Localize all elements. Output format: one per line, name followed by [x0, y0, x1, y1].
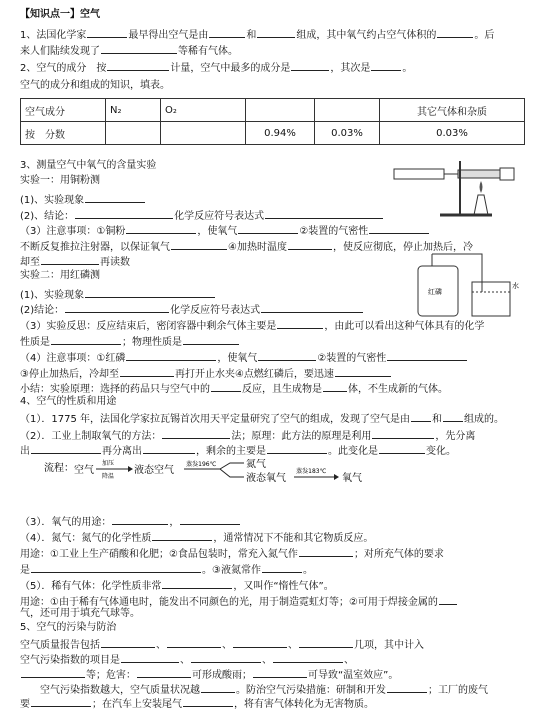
air-separation-flowchart [44, 459, 404, 495]
glass-tube-icon [458, 170, 500, 178]
line-s5a: 空气质量报告包括 、 、 、 几项，其中计入 [20, 637, 424, 652]
arrow-head-icon [128, 466, 133, 472]
table-cell: 0.03% [380, 122, 525, 145]
line-e1c: （3）注意事项：①铜粉 ，使氧气 ②装置的气密性 [20, 223, 430, 238]
connecting-tube [432, 254, 482, 292]
table-cell: 0.03% [315, 122, 380, 145]
flow-jiaya: 加压 [102, 460, 115, 467]
line-s4f: 用途：①工业上生产硝酸和化肥；②食品包装时，常充入氮气作 ；对所充气体的要求 [20, 546, 444, 561]
section-title: 【知识点一】空气 [20, 9, 100, 20]
line-1: 1、法国化学家 最早得出空气是由 和 组成，其中氧气约占空气体积的 。后 [20, 27, 494, 42]
line-s5b: 空气污染指数的项目是 、 、 、 [20, 652, 354, 667]
line-3: 2、空气的成分 按 计量，空气中最多的成分是 ，其次是 。 [20, 60, 412, 75]
flow-t2: -183℃ [306, 468, 327, 475]
flow-heat1: 蒸发 [186, 461, 199, 468]
table-cell: 按 分数 [21, 122, 106, 145]
line-e2b: (2)结论： 化学反应符号表达式 [20, 302, 364, 317]
arrow-head-icon [334, 474, 339, 480]
table-cell: 空气成分 [21, 99, 106, 122]
line-e1: 实验一：用铜粉测 [20, 175, 100, 186]
line-s4e: （4）．氮气：氮气的化学性质 ，通常情况下不能和其它物质反应。 [20, 530, 373, 545]
flow-o2: 氧气 [342, 473, 362, 484]
line-s5d: 空气污染指数越大，空气质量状况越 。防治空气污染措施：研制和开发 ；工厂的废气 [40, 682, 488, 697]
flow-liquid-o2: 液态氧气 [246, 473, 286, 484]
line-s4a: （1）．1775 年，法国化学家拉瓦锡首次用天平定量研究了空气的组成，发现了空气是由 和 组成的。 [20, 411, 504, 426]
copper-heating-apparatus-figure [392, 155, 524, 223]
line-s4g: 是 。③液氮常作 。 [20, 562, 313, 577]
balloon-icon [500, 168, 514, 180]
table-cell: 其它气体和杂质 [380, 99, 525, 122]
line-e2c: （3）实验反思：反应结束后，密闭容器中剩余气体主要是 ，由此可以看出这种气体具有的化学 [20, 318, 484, 333]
table-cell: O₂ [161, 99, 246, 122]
red-phosphorus-apparatus-figure [412, 252, 522, 320]
alcohol-lamp-icon [474, 195, 488, 215]
flow-heat2: 蒸发 [296, 468, 309, 475]
line-s4i: 用途：①由于稀有气体通电时，能发出不同颜色的光，用于制造霓虹灯等；②可用于焊接金属的 [20, 594, 458, 609]
table-cell [246, 99, 315, 122]
water-label: 水 [512, 282, 519, 290]
flow-liquid-air: 液态空气 [134, 465, 174, 476]
table-cell [106, 122, 161, 145]
table-row [21, 122, 525, 145]
flame-icon [480, 181, 483, 193]
flow-t1: -196℃ [196, 461, 217, 468]
line-e1d: 不断反复推拉注射器，以保证氧气 ④加热时温度 ，使反应彻底，停止加热后，冷 [20, 239, 473, 254]
flow-n2: 氮气 [246, 459, 266, 470]
table-cell: N₂ [106, 99, 161, 122]
flow-air: 空气 [74, 465, 94, 476]
red-phosphorus-label: 红磷 [428, 288, 442, 296]
branch-up [220, 463, 244, 469]
flow-jiangwen: 降温 [102, 473, 115, 480]
table-row [21, 99, 525, 122]
flow-label: 流程： [44, 463, 74, 474]
branch-down [220, 469, 244, 477]
table-cell: 0.94% [246, 122, 315, 145]
line-s3: 3、测量空气中氧气的含量实验 [20, 160, 157, 171]
table-cell [161, 122, 246, 145]
line-s4: 4、空气的性质和用途 [20, 396, 117, 407]
line-s4b: （2）．工业上制取氧气的方法： 法；原理：此方法的原理是利用 ，先分离 [20, 428, 475, 443]
water-beaker-icon [472, 282, 510, 316]
line-4: 空气的成分和组成的知识，填表。 [20, 80, 170, 91]
air-composition-table [20, 98, 525, 145]
line-e2d: 性质是 ；物理性质是 [20, 334, 240, 349]
line-e2g: 小结：实验原理：选择的药品只与空气中的 反应，且生成物是 体，不生成新的气体。 [20, 381, 448, 396]
line-e1a: (1)、实验现象 [20, 192, 146, 207]
line-s4j: 气，还可用于填充气球等。 [20, 608, 140, 619]
line-e2a: (1)、实验现象 [20, 287, 216, 302]
line-s4d: （3）．氧气的用途： ， [20, 514, 241, 529]
line-2: 来人们陆续发现了 等稀有气体。 [20, 43, 238, 58]
line-s5: 5、空气的污染与防治 [20, 622, 117, 633]
line-e2f: ③停止加热后，冷却至 再打开止水夹④点燃红磷后，要迅速 [20, 366, 392, 381]
line-s4c: 出 再分离出 ，剩余的主要是 。此变化是 变化。 [20, 443, 456, 458]
syringe-icon [394, 169, 444, 179]
line-e1b: (2)、结论： 化学反应符号表达式 [20, 208, 384, 223]
line-s5e: 要 ；在汽车上安装尾气 ，将有害气体转化为无害物质。 [20, 696, 374, 711]
line-e1e: 却至 再读数 [20, 254, 130, 269]
line-e2e: （4）注意事项：①红磷 ，使氧气 ②装置的气密性 [20, 350, 468, 365]
line-s5c: 等；危害： 可形成酸雨； 可导致“温室效应”。 [20, 667, 398, 682]
line-e2: 实验二：用红磷测 [20, 270, 100, 281]
line-s4h: （5）．稀有气体：化学性质非常 ，又叫作“惰性气体”。 [20, 578, 334, 593]
table-cell [315, 99, 380, 122]
